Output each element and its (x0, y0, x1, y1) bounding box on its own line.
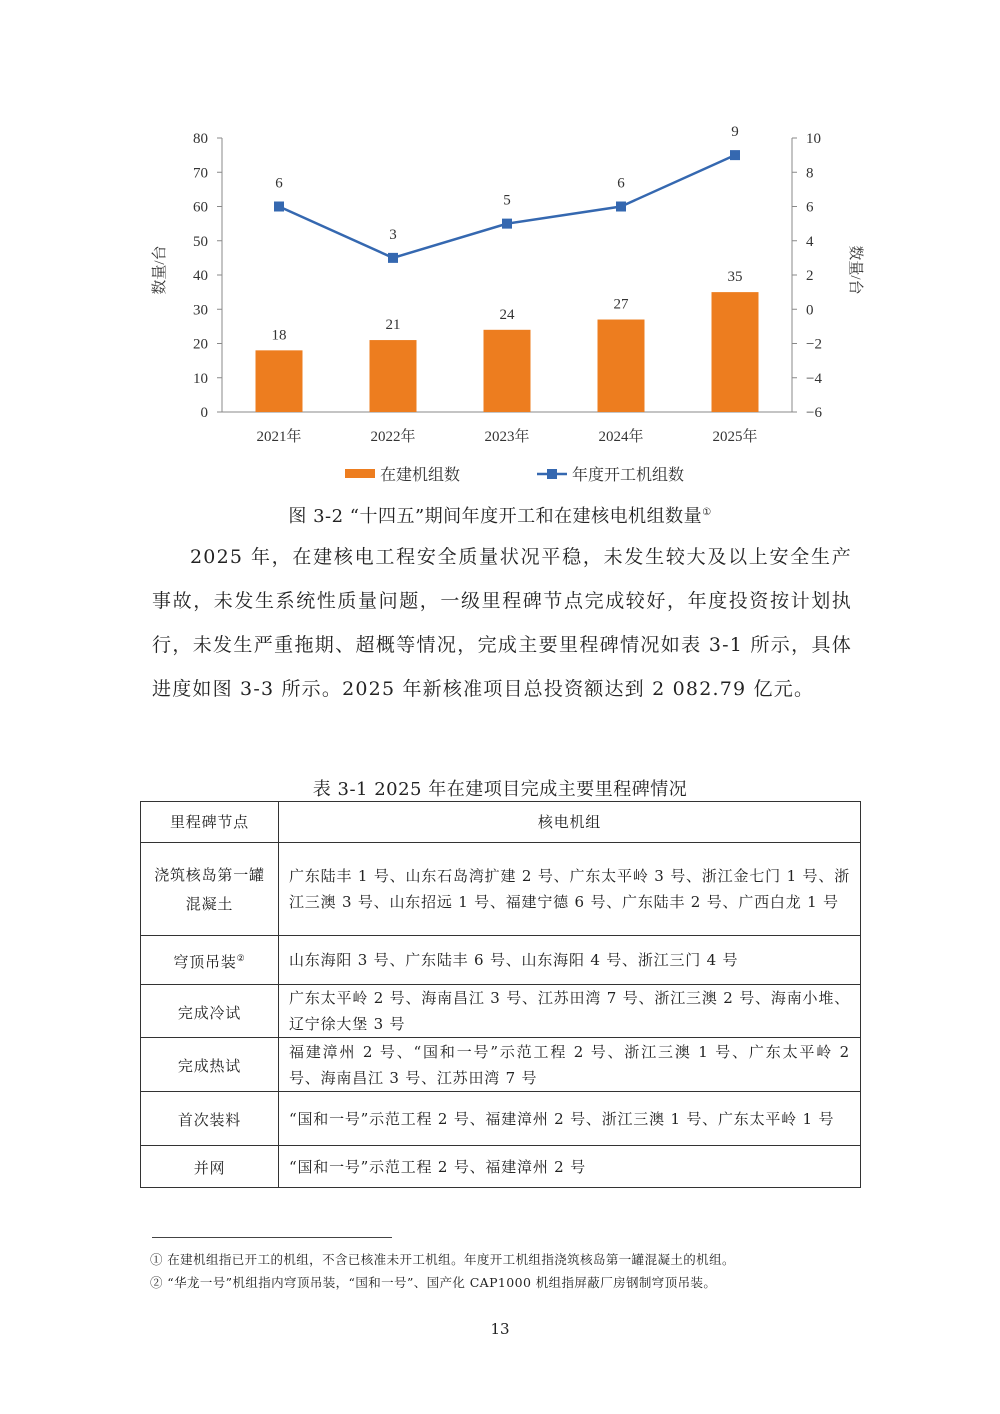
table-header-row (141, 802, 861, 843)
left-y-axis-label: 数量/台 (152, 245, 168, 295)
line-point (388, 253, 398, 263)
left-y-tick-label: 50 (193, 233, 208, 250)
right-y-tick-label: −2 (806, 336, 822, 353)
milestone-node: 完成冷试 (141, 985, 279, 1038)
right-y-tick-label: 4 (806, 233, 814, 250)
table-row (141, 985, 861, 1038)
x-axis (222, 412, 792, 445)
table-row (141, 843, 861, 936)
table-title: 表 3-1 2025 年在建项目完成主要里程碑情况 (312, 779, 688, 800)
line-point (274, 202, 284, 212)
bar (370, 340, 417, 412)
x-tick-label: 2024年 (598, 429, 644, 445)
legend-line-marker (547, 469, 557, 479)
milestone-node: 并网 (141, 1146, 279, 1188)
right-y-tick-label: 0 (806, 302, 814, 319)
milestone-units: 福建漳州 2 号、“国和一号”示范工程 2 号、浙江三澳 1 号、广东太平岭 2 号、海南昌江 3 号、江苏田湾 7 号 (279, 1038, 861, 1092)
combo-chart (140, 118, 880, 498)
milestone-node: 完成热试 (141, 1038, 279, 1092)
milestone-units: 山东海阳 3 号、广东陆丰 6 号、山东海阳 4 号、浙江三门 4 号 (279, 936, 861, 985)
line-data-label: 6 (275, 175, 283, 192)
left-y-tick-label: 20 (193, 336, 208, 353)
right-y-tick-label: −4 (806, 370, 822, 387)
footnote: ② “华龙一号”机组指内穹顶吊装，“国和一号”、国产化 CAP1000 机组指屏蔽厂房钢制穹顶吊装。 (150, 1275, 717, 1290)
right-y-tick-label: 10 (806, 131, 821, 147)
table-row (141, 1092, 861, 1146)
right-y-tick-label: 8 (806, 165, 814, 182)
table-header-units: 核电机组 (279, 802, 861, 843)
right-y-tick-label: 6 (806, 199, 814, 216)
bar-data-label: 21 (385, 317, 401, 334)
body-paragraph: 2025 年，在建核电工程安全质量状况平稳，未发生较大及以上安全生产事故，未发生系统性质量问题，一级里程碑节点完成较好，年度投资按计划执行，未发生严重拖期、超概等情况，完成主要里程碑情况如表 3-1 所示，具体进度如图 3-3 所示。2025 年新核准项目总投资额达到 2 082.79 亿元。 (152, 546, 852, 700)
left-y-tick-label: 60 (193, 199, 208, 216)
legend-bar-label: 在建机组数 (380, 467, 461, 484)
milestone-node: 首次装料 (141, 1092, 279, 1146)
left-y-axis (193, 131, 222, 421)
right-y-axis (792, 131, 822, 421)
right-y-tick-label: 2 (806, 268, 814, 284)
milestone-units: 广东陆丰 1 号、山东石岛湾扩建 2 号、广东太平岭 3 号、浙江金七门 1 号、浙江三澳 3 号、山东招远 1 号、福建宁德 6 号、广东陆丰 2 号、广西白龙 1 号 (279, 843, 861, 936)
line-data-label: 5 (503, 192, 511, 209)
footnote-divider (152, 1237, 392, 1238)
left-y-tick-label: 70 (193, 165, 208, 182)
left-y-tick-label: 30 (193, 302, 208, 319)
line-data-label: 9 (731, 124, 739, 141)
bar (256, 350, 303, 412)
bar (712, 292, 759, 412)
line-series (274, 124, 740, 263)
figure-caption: 图 3-2 “十四五”期间年度开工和在建核电机组数量① (288, 506, 712, 527)
milestone-table (140, 801, 861, 1188)
left-y-tick-label: 80 (193, 131, 208, 147)
legend-line-label: 年度开工机组数 (572, 467, 685, 484)
line-data-label: 6 (617, 175, 625, 192)
x-tick-label: 2025年 (712, 429, 758, 445)
line-point (502, 219, 512, 229)
table-header-node: 里程碑节点 (141, 802, 279, 843)
x-tick-label: 2023年 (484, 429, 530, 445)
page-number: 13 (490, 1320, 510, 1338)
milestone-node: 穹顶吊装② (141, 936, 279, 985)
milestone-units: 广东太平岭 2 号、海南昌江 3 号、江苏田湾 7 号、浙江三澳 2 号、海南小堆、辽宁徐大堡 3 号 (279, 985, 861, 1038)
footnote: ① 在建机组指已开工的机组，不含已核准未开工机组。年度开工机组指浇筑核岛第一罐混凝土的机组。 (150, 1252, 735, 1267)
chart-legend (345, 465, 684, 484)
legend-bar-swatch (345, 469, 375, 478)
left-y-tick-label: 10 (193, 370, 208, 387)
milestone-node: 浇筑核岛第一罐混凝土 (141, 843, 279, 936)
milestone-units: “国和一号”示范工程 2 号、福建漳州 2 号 (279, 1146, 861, 1188)
bar-data-label: 35 (727, 269, 743, 286)
table-row (141, 1038, 861, 1092)
x-tick-label: 2021年 (256, 429, 302, 445)
right-y-tick-label: −6 (806, 405, 822, 421)
left-y-tick-label: 0 (200, 405, 208, 421)
line-point (730, 150, 740, 160)
bar (598, 320, 645, 412)
table-row (141, 1146, 861, 1188)
milestone-units: “国和一号”示范工程 2 号、福建漳州 2 号、浙江三澳 1 号、广东太平岭 1 号 (279, 1092, 861, 1146)
bar-data-label: 18 (271, 327, 287, 344)
right-y-axis-label: 数量/台 (847, 245, 863, 295)
bar-data-label: 27 (613, 296, 629, 313)
x-tick-label: 2022年 (370, 429, 416, 445)
table-row (141, 936, 861, 985)
bar-series (256, 269, 759, 412)
left-y-tick-label: 40 (193, 268, 208, 284)
line-data-label: 3 (389, 226, 397, 243)
bar (484, 330, 531, 412)
line-point (616, 202, 626, 212)
bar-data-label: 24 (499, 306, 515, 323)
